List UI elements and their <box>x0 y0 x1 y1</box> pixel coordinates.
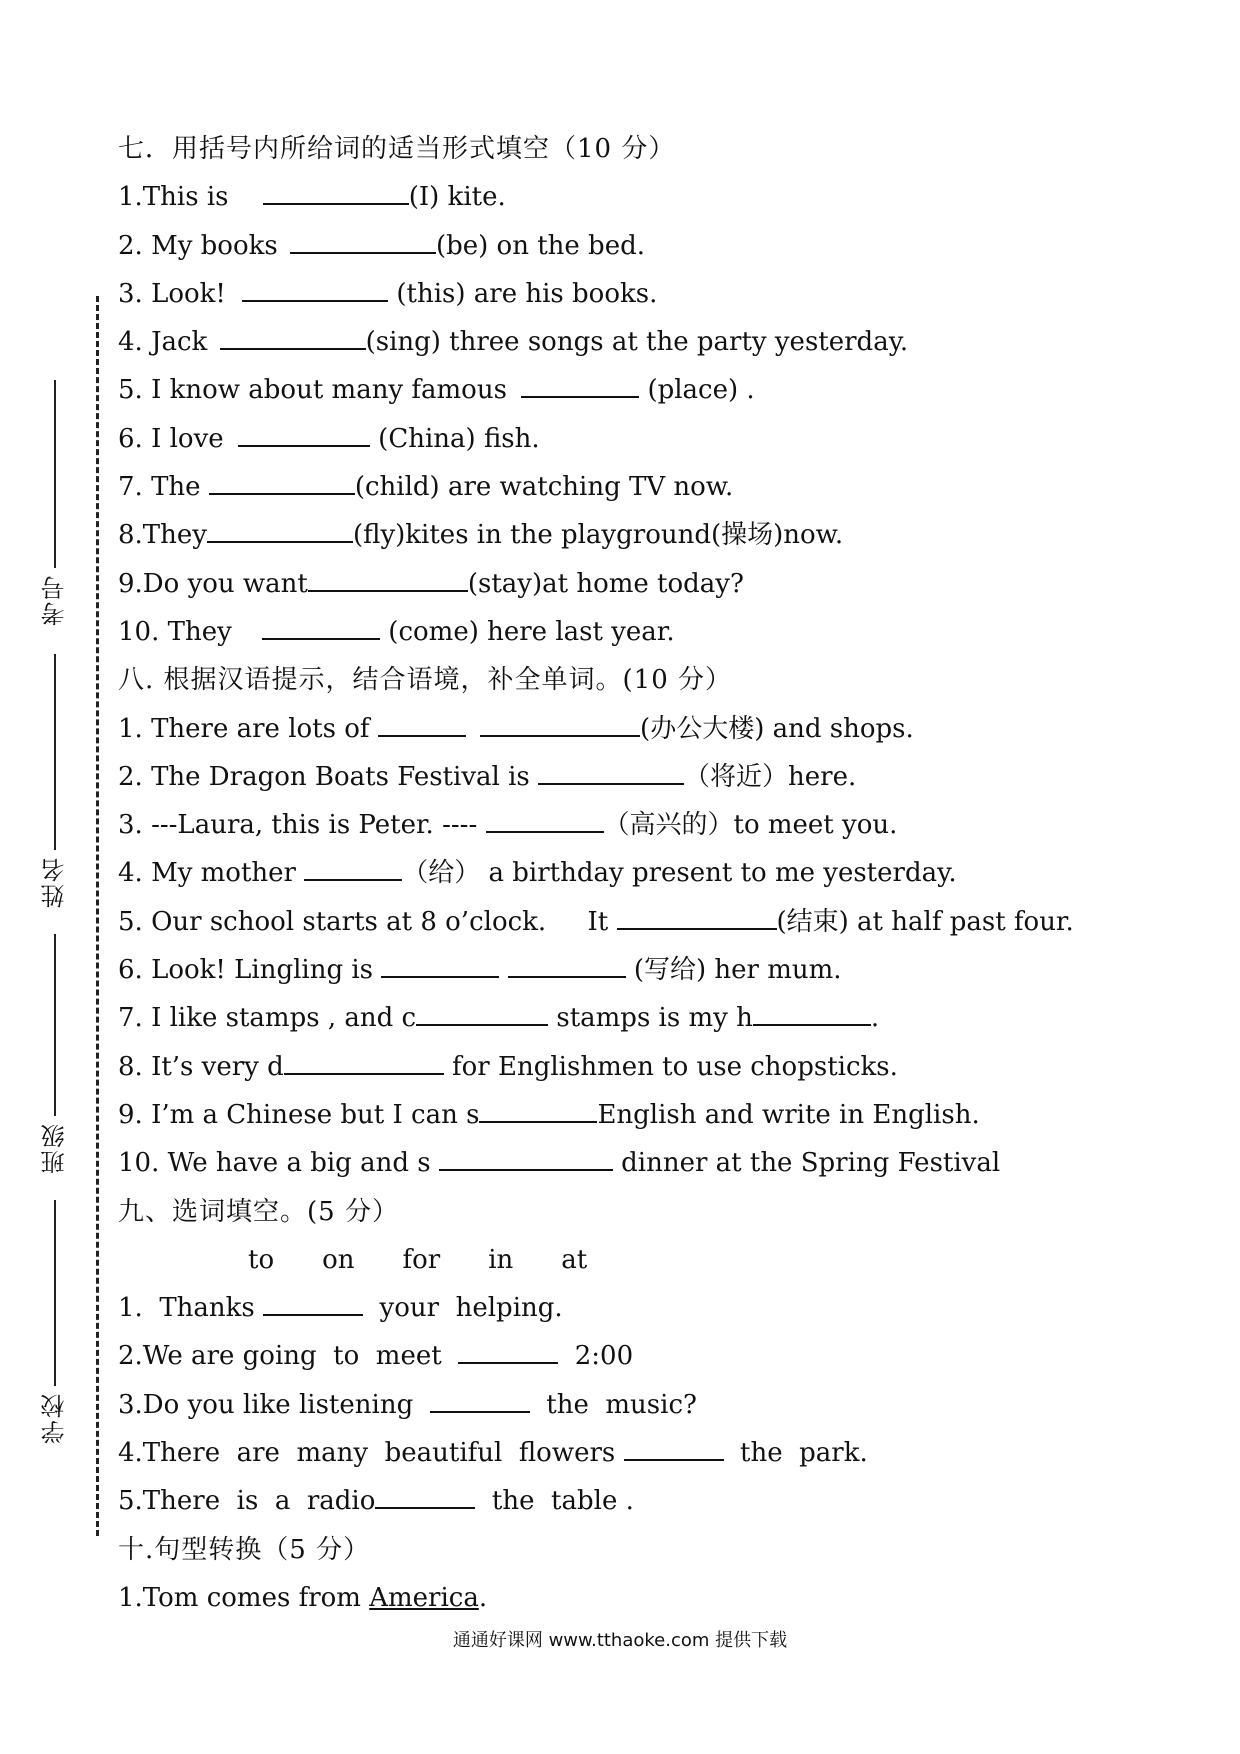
name-write-line <box>54 654 56 850</box>
s9-question-2: 2.We are going to meet 2:00 <box>118 1341 634 1372</box>
s7-question-6: 6. I love (China) fish. <box>118 423 540 454</box>
side-field-class <box>40 934 70 1180</box>
answer-blank[interactable] <box>538 761 684 785</box>
s8-question-5: 5. Our school starts at 8 o’clock. It (结束) at half past four. <box>118 906 1074 937</box>
section-8-heading: 八. 根据汉语提示，结合语境，补全单词。(10 分） <box>118 665 733 696</box>
s8-question-8: 8. It’s very d for Englishmen to use chopsticks. <box>118 1051 898 1082</box>
answer-blank[interactable] <box>263 1292 363 1316</box>
answer-blank[interactable] <box>378 713 466 737</box>
answer-blank[interactable] <box>304 857 402 881</box>
binding-dashed-line <box>96 296 99 1536</box>
footer-source: 通通好课网 www.tthaoke.com 提供下载 <box>452 1630 788 1651</box>
school-write-line <box>54 1200 56 1386</box>
s10-question-1: 1.Tom comes from America. <box>118 1582 488 1613</box>
answer-blank[interactable] <box>753 1002 871 1026</box>
exam-content <box>118 125 1198 1622</box>
s9-question-3: 3.Do you like listening the music? <box>118 1389 697 1420</box>
side-field-name <box>40 654 70 914</box>
word-bank <box>118 1236 1198 1284</box>
answer-blank[interactable] <box>439 1147 613 1171</box>
s7-question-4: 4. Jack (sing) three songs at the party yesterday. <box>118 327 909 358</box>
s8-question-10: 10. We have a big and s dinner at the Spring Festival <box>118 1148 1001 1179</box>
answer-blank[interactable] <box>238 423 370 447</box>
answer-blank[interactable] <box>521 374 639 398</box>
s7-question-10: 10. They (come) here last year. <box>118 616 675 647</box>
exam-no-label: 考号 <box>41 574 69 626</box>
class-write-line <box>54 934 56 1116</box>
word-bank-item: to <box>248 1244 275 1275</box>
s7-question-7: 7. The (child) are watching TV now. <box>118 472 734 503</box>
exam-no-write-line <box>54 380 56 568</box>
answer-blank[interactable] <box>480 713 640 737</box>
s9-question-4: 4.There are many beautiful flowers the park. <box>118 1438 868 1469</box>
s8-question-7: 7. I like stamps , and c stamps is my h . <box>118 1003 880 1034</box>
answer-blank[interactable] <box>416 1002 548 1026</box>
answer-blank[interactable] <box>458 1340 558 1364</box>
answer-blank[interactable] <box>430 1389 530 1413</box>
answer-blank[interactable] <box>284 1051 444 1075</box>
answer-blank[interactable] <box>508 954 626 978</box>
answer-blank[interactable] <box>263 181 409 205</box>
answer-blank[interactable] <box>262 616 380 640</box>
answer-blank[interactable] <box>375 1485 475 1509</box>
answer-blank[interactable] <box>220 326 366 350</box>
s8-question-1: 1. There are lots of (办公大楼) and shops. <box>118 713 914 744</box>
side-field-exam-no <box>40 380 70 632</box>
s7-question-1: 1.This is (I) kite. <box>118 182 506 213</box>
answer-blank[interactable] <box>617 906 777 930</box>
word-bank-item: in <box>488 1244 514 1275</box>
s8-question-4: 4. My mother （给） a birthday present to me yesterday. <box>118 858 957 889</box>
s7-question-9: 9.Do you want (stay)at home today? <box>118 568 744 599</box>
word-bank-item: for <box>402 1244 441 1275</box>
s7-question-5: 5. I know about many famous (place) . <box>118 375 755 406</box>
s8-question-9: 9. I’m a Chinese but I can s English and write in English. <box>118 1099 980 1130</box>
s7-question-2: 2. My books (be) on the bed. <box>118 230 645 261</box>
answer-blank[interactable] <box>486 809 604 833</box>
side-field-school <box>40 1200 70 1450</box>
s9-question-5: 5.There is a radio the table . <box>118 1486 634 1517</box>
answer-blank[interactable] <box>242 278 388 302</box>
section-9-heading: 九、选词填空。(5 分） <box>118 1196 399 1227</box>
s9-question-1: 1. Thanks your helping. <box>118 1293 563 1324</box>
answer-blank[interactable] <box>479 1099 597 1123</box>
s7-question-3: 3. Look! (this) are his books. <box>118 278 658 309</box>
s8-question-2: 2. The Dragon Boats Festival is （将近）here. <box>118 761 857 792</box>
word-bank-item: at <box>561 1244 588 1275</box>
underlined-word: America <box>369 1582 479 1613</box>
section-10-heading: 十.句型转换（5 分） <box>118 1534 371 1565</box>
answer-blank[interactable] <box>308 568 468 592</box>
answer-blank[interactable] <box>624 1437 724 1461</box>
word-bank-item: on <box>322 1244 355 1275</box>
section-7-heading: 七．用括号内所给词的适当形式填空（10 分） <box>118 134 676 164</box>
s8-question-3: 3. ---Laura, this is Peter. ---- （高兴的）to meet you. <box>118 810 898 841</box>
answer-blank[interactable] <box>290 230 436 254</box>
answer-blank[interactable] <box>209 471 355 495</box>
s8-question-6: 6. Look! Lingling is (写给) her mum. <box>118 955 842 986</box>
name-label: 姓名 <box>41 856 69 908</box>
answer-blank[interactable] <box>207 519 353 543</box>
school-label: 学校 <box>41 1392 69 1444</box>
s7-question-8: 8.They (fly)kites in the playground(操场)now. <box>118 520 844 551</box>
class-label: 班级 <box>41 1122 69 1174</box>
answer-blank[interactable] <box>381 954 499 978</box>
